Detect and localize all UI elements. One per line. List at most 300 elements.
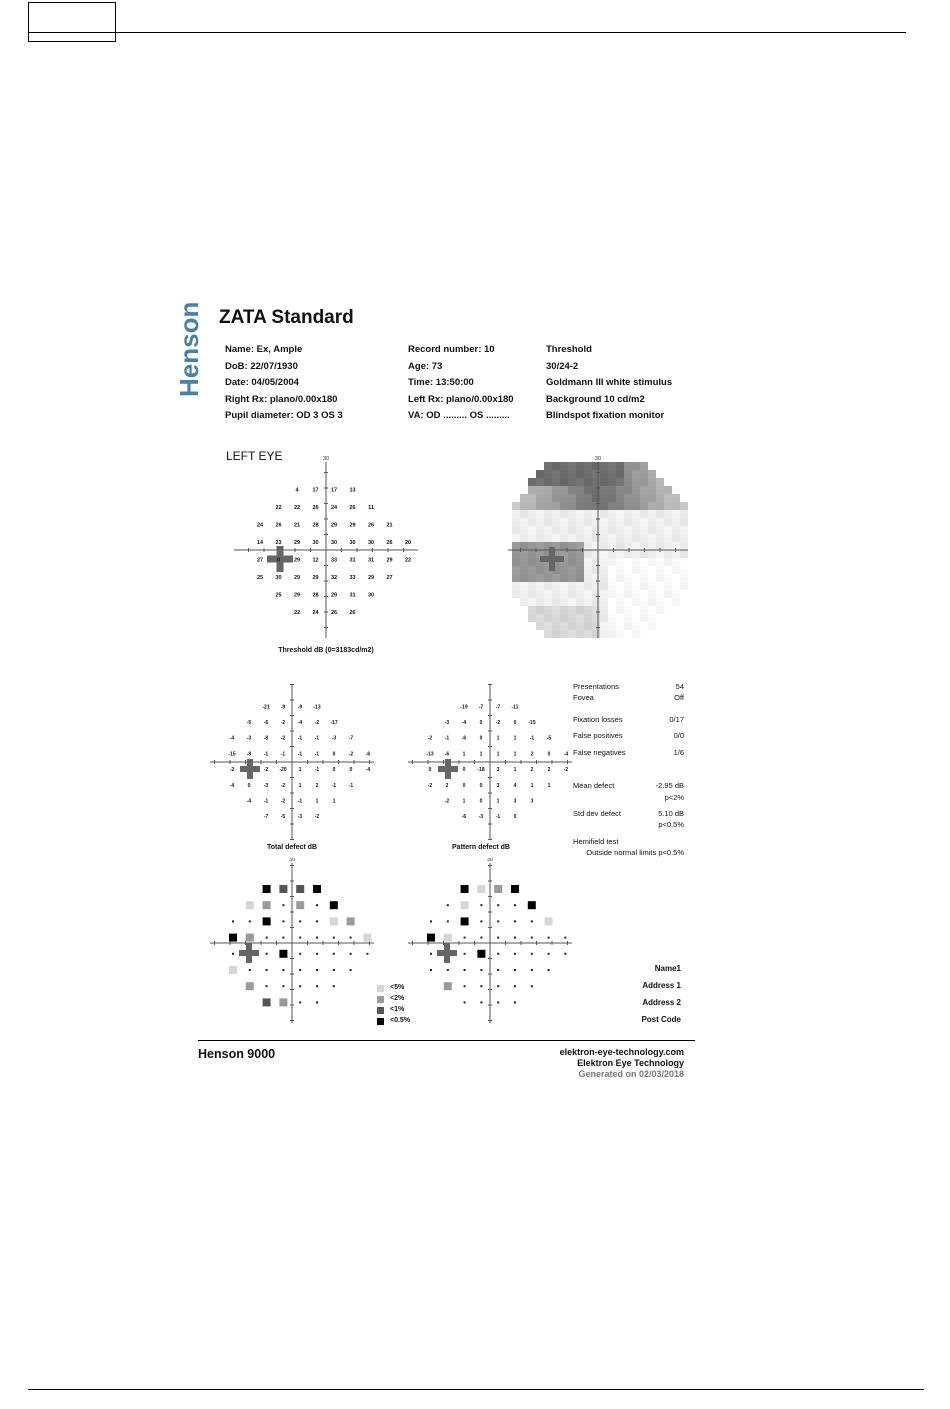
greyscale-cell xyxy=(600,614,608,622)
greyscale-cell xyxy=(576,590,584,598)
greyscale-cell xyxy=(528,486,536,494)
sensitivity-value: 29 xyxy=(330,522,338,529)
greyscale-cell xyxy=(536,598,544,606)
sensitivity-value: -2 xyxy=(263,767,269,774)
greyscale-cell xyxy=(656,478,664,486)
greyscale-cell xyxy=(592,550,600,558)
greyscale-cell xyxy=(568,494,576,502)
greyscale-cell xyxy=(664,494,672,502)
greyscale-cell xyxy=(568,550,576,558)
greyscale-cell xyxy=(624,582,632,590)
greyscale-cell xyxy=(584,526,592,534)
probability-dot xyxy=(497,937,499,939)
greyscale-cell xyxy=(664,486,672,494)
greyscale-cell xyxy=(624,502,632,510)
greyscale-cell xyxy=(640,558,648,566)
sensitivity-value: 1 xyxy=(547,782,551,789)
sensitivity-value: -4 xyxy=(365,767,371,774)
blindspot-marker xyxy=(240,766,260,772)
address-name: Name1 xyxy=(654,964,681,973)
sensitivity-value: 29 xyxy=(293,592,301,599)
greyscale-cell xyxy=(608,574,616,582)
greyscale-cell xyxy=(656,614,664,622)
greyscale-cell xyxy=(536,614,544,622)
sensitivity-value: -3 xyxy=(444,720,450,727)
greyscale-cell xyxy=(656,526,664,534)
pattern-defect-plot xyxy=(405,682,575,842)
greyscale-cell xyxy=(600,606,608,614)
greyscale-cell xyxy=(536,582,544,590)
greyscale-cell xyxy=(640,534,648,542)
sensitivity-value: -1 xyxy=(297,798,303,805)
probability-square xyxy=(263,917,271,925)
sensitivity-value: 2 xyxy=(315,782,319,789)
greyscale-cell xyxy=(664,606,672,614)
greyscale-cell xyxy=(520,558,528,566)
greyscale-cell xyxy=(608,582,616,590)
sensitivity-value: 30 xyxy=(275,574,282,581)
patient-info-cell: Name: Ex, Ample xyxy=(225,344,303,355)
greyscale-cell xyxy=(624,470,632,478)
sensitivity-value: -1 xyxy=(297,751,303,758)
greyscale-cell xyxy=(544,526,552,534)
sensitivity-value: 0 xyxy=(276,557,281,564)
greyscale-cell xyxy=(584,558,592,566)
probability-dot xyxy=(514,1001,516,1003)
probability-dot xyxy=(430,969,432,971)
sensitivity-value: -19 xyxy=(460,704,468,711)
greyscale-cell xyxy=(680,566,688,574)
probability-dot xyxy=(282,904,284,906)
greyscale-cell xyxy=(648,510,656,518)
sensitivity-value: 30 xyxy=(349,539,356,546)
mean-defect-label: Mean defect xyxy=(573,781,615,790)
greyscale-cell xyxy=(608,462,616,470)
mean-defect-value: -2.95 dB xyxy=(655,781,684,790)
greyscale-cell xyxy=(632,598,640,606)
greyscale-cell xyxy=(624,566,632,574)
sensitivity-value: -2 xyxy=(229,767,235,774)
greyscale-cell xyxy=(656,598,664,606)
probability-dot xyxy=(316,953,318,955)
greyscale-cell xyxy=(600,478,608,486)
greyscale-cell xyxy=(584,542,592,550)
sensitivity-value: 26 xyxy=(367,522,375,529)
greyscale-cell xyxy=(520,534,528,542)
greyscale-cell xyxy=(568,526,576,534)
sensitivity-value: 29 xyxy=(293,574,301,581)
false-negatives-label: False negatives xyxy=(573,748,626,757)
sensitivity-value: 32 xyxy=(330,574,338,581)
greyscale-cell xyxy=(648,518,656,526)
greyscale-cell xyxy=(616,470,624,478)
greyscale-cell xyxy=(584,534,592,542)
sensitivity-value: 30 xyxy=(330,539,338,546)
probability-square xyxy=(263,901,271,909)
greyscale-cell xyxy=(624,534,632,542)
probability-dot xyxy=(480,904,482,906)
greyscale-cell xyxy=(592,630,600,638)
greyscale-cell xyxy=(552,478,560,486)
greyscale-cell xyxy=(584,494,592,502)
greyscale-cell xyxy=(648,598,656,606)
greyscale-cell xyxy=(624,486,632,494)
sensitivity-value: -8 xyxy=(246,751,252,758)
sensitivity-value: -1 xyxy=(263,798,269,805)
greyscale-cell xyxy=(608,478,616,486)
sensitivity-value: -6 xyxy=(444,751,450,758)
probability-square xyxy=(461,917,469,925)
greyscale-cell xyxy=(656,518,664,526)
axis-label: 30 xyxy=(288,858,296,863)
sensitivity-value: -6 xyxy=(461,814,467,821)
greyscale-cell xyxy=(544,518,552,526)
greyscale-cell xyxy=(552,462,560,470)
greyscale-cell xyxy=(584,518,592,526)
probability-dot xyxy=(430,953,432,955)
probability-dot xyxy=(333,985,335,987)
probability-square xyxy=(263,998,271,1006)
greyscale-cell xyxy=(672,582,680,590)
sensitivity-value: 23 xyxy=(275,539,282,546)
greyscale-cell xyxy=(648,558,656,566)
greyscale-cell xyxy=(520,550,528,558)
greyscale-cell xyxy=(616,582,624,590)
greyscale-cell xyxy=(640,590,648,598)
greyscale-cell xyxy=(592,510,600,518)
website-link[interactable]: elektron-eye-technology.com xyxy=(559,1047,684,1057)
address-post-code: Post Code xyxy=(641,1015,681,1024)
sensitivity-value: 26 xyxy=(349,504,356,511)
greyscale-cell xyxy=(528,518,536,526)
greyscale-cell xyxy=(592,622,600,630)
greyscale-cell xyxy=(664,542,672,550)
probability-dot xyxy=(548,953,550,955)
greyscale-cell xyxy=(576,614,584,622)
greyscale-cell xyxy=(680,534,688,542)
greyscale-cell xyxy=(576,502,584,510)
greyscale-cell xyxy=(640,630,648,638)
greyscale-cell xyxy=(632,574,640,582)
sensitivity-value: 0 xyxy=(547,751,551,758)
greyscale-cell xyxy=(632,630,640,638)
probability-dot xyxy=(548,969,550,971)
header-box xyxy=(28,2,116,42)
probability-dot xyxy=(464,937,466,939)
probability-dot xyxy=(282,969,284,971)
greyscale-cell xyxy=(592,566,600,574)
greyscale-cell xyxy=(616,614,624,622)
axis-label: 30 xyxy=(594,456,602,462)
sensitivity-value: -2 xyxy=(427,782,433,789)
greyscale-cell xyxy=(600,518,608,526)
greyscale-cell xyxy=(608,622,616,630)
greyscale-cell xyxy=(544,478,552,486)
sensitivity-value: 0 xyxy=(479,720,483,727)
greyscale-cell xyxy=(584,470,592,478)
greyscale-cell xyxy=(568,510,576,518)
greyscale-cell xyxy=(648,526,656,534)
sensitivity-value: -2 xyxy=(444,798,450,805)
greyscale-cell xyxy=(680,518,688,526)
sensitivity-value: -1 xyxy=(495,814,501,821)
probability-square xyxy=(229,966,237,974)
greyscale-cell xyxy=(520,566,528,574)
greyscale-cell xyxy=(552,526,560,534)
sensitivity-value: 0 xyxy=(349,767,353,774)
sensitivity-value: -15 xyxy=(228,751,236,758)
greyscale-cell xyxy=(600,534,608,542)
sensitivity-value: 29 xyxy=(293,557,301,564)
greyscale-cell xyxy=(552,510,560,518)
greyscale-cell xyxy=(608,614,616,622)
greyscale-cell xyxy=(528,494,536,502)
greyscale-cell xyxy=(560,630,568,638)
greyscale-cell xyxy=(632,590,640,598)
greyscale-cell xyxy=(640,478,648,486)
greyscale-cell xyxy=(624,518,632,526)
sensitivity-value: 1 xyxy=(513,735,517,742)
greyscale-cell xyxy=(544,598,552,606)
sensitivity-value: 0 xyxy=(332,767,336,774)
probability-square xyxy=(461,885,469,893)
legend-label: <2% xyxy=(390,995,405,1002)
greyscale-cell xyxy=(536,606,544,614)
greyscale-cell xyxy=(592,542,600,550)
greyscale-cell xyxy=(680,526,688,534)
greyscale-cell xyxy=(640,510,648,518)
sensitivity-value: -1 xyxy=(263,751,269,758)
probability-dot xyxy=(299,969,301,971)
sensitivity-value: 29 xyxy=(386,557,393,564)
probability-dot xyxy=(480,985,482,987)
probability-dot xyxy=(316,985,318,987)
greyscale-cell xyxy=(560,462,568,470)
sensitivity-value: -9 xyxy=(280,704,286,711)
greyscale-cell xyxy=(608,510,616,518)
greyscale-cell xyxy=(616,590,624,598)
greyscale-cell xyxy=(616,558,624,566)
greyscale-cell xyxy=(592,558,600,566)
greyscale-cell xyxy=(576,582,584,590)
probability-dot xyxy=(497,1001,499,1003)
greyscale-cell xyxy=(520,574,528,582)
blindspot-marker xyxy=(239,950,259,956)
probability-square xyxy=(246,934,254,942)
probability-square xyxy=(461,901,469,909)
greyscale-cell xyxy=(680,590,688,598)
greyscale-cell xyxy=(568,574,576,582)
probability-dot xyxy=(316,937,318,939)
sensitivity-value: -3 xyxy=(478,814,484,821)
probability-dot xyxy=(514,985,516,987)
sensitivity-value: -18 xyxy=(477,767,485,774)
greyscale-cell xyxy=(624,478,632,486)
blindspot-marker xyxy=(438,766,458,772)
probability-dot xyxy=(464,985,466,987)
greyscale-cell xyxy=(528,614,536,622)
sensitivity-value: -4 xyxy=(229,782,235,789)
greyscale-cell xyxy=(536,502,544,510)
sensitivity-value: 1 xyxy=(513,751,517,758)
greyscale-cell xyxy=(656,582,664,590)
greyscale-cell xyxy=(616,550,624,558)
greyscale-cell xyxy=(640,494,648,502)
greyscale-cell xyxy=(536,574,544,582)
greyscale-cell xyxy=(616,630,624,638)
total-defect-plot xyxy=(207,682,377,842)
greyscale-cell xyxy=(624,590,632,598)
sensitivity-value: 0 xyxy=(513,720,517,727)
greyscale-cell xyxy=(624,550,632,558)
greyscale-cell xyxy=(560,566,568,574)
greyscale-cell xyxy=(520,598,528,606)
sensitivity-value: 2 xyxy=(445,782,449,789)
greyscale-cell xyxy=(552,590,560,598)
greyscale-cell xyxy=(528,526,536,534)
blindspot-marker xyxy=(437,950,457,956)
sensitivity-value: 1 xyxy=(479,751,483,758)
sensitivity-value: 1 xyxy=(496,735,500,742)
probability-dot xyxy=(514,920,516,922)
sensitivity-value: 25 xyxy=(275,592,282,599)
probability-square xyxy=(279,998,287,1006)
greyscale-cell xyxy=(600,630,608,638)
sensitivity-value: -2 xyxy=(314,814,320,821)
greyscale-cell xyxy=(520,542,528,550)
fixation-losses-label: Fixation losses xyxy=(573,715,623,724)
greyscale-cell xyxy=(568,518,576,526)
sensitivity-value: -2 xyxy=(314,720,320,727)
greyscale-cell xyxy=(632,526,640,534)
sensitivity-value: 17 xyxy=(312,487,319,494)
greyscale-cell xyxy=(664,510,672,518)
probability-dot xyxy=(480,920,482,922)
sensitivity-value: -15 xyxy=(528,720,536,727)
probability-square xyxy=(511,885,519,893)
greyscale-cell xyxy=(512,566,520,574)
probability-square xyxy=(296,885,304,893)
greyscale-cell xyxy=(528,566,536,574)
sensitivity-value: 26 xyxy=(312,504,319,511)
greyscale-cell xyxy=(568,486,576,494)
sensitivity-value: 1 xyxy=(332,798,336,805)
greyscale-cell xyxy=(536,494,544,502)
greyscale-cell xyxy=(576,494,584,502)
sensitivity-value: 20 xyxy=(404,539,412,546)
probability-square xyxy=(246,901,254,909)
greyscale-cell xyxy=(600,598,608,606)
greyscale-cell xyxy=(648,502,656,510)
greyscale-cell xyxy=(584,598,592,606)
greyscale-cell xyxy=(600,526,608,534)
sensitivity-value: -2 xyxy=(563,767,569,774)
patient-info-cell: Background 10 cd/m2 xyxy=(546,393,645,405)
greyscale-cell xyxy=(568,470,576,478)
sensitivity-value: -1 xyxy=(314,735,320,742)
address-line-1: Address 1 xyxy=(642,981,681,990)
greyscale-cell xyxy=(544,462,552,470)
greyscale-cell xyxy=(680,510,688,518)
greyscale-cell xyxy=(568,622,576,630)
greyscale-cell xyxy=(624,574,632,582)
threshold-plot xyxy=(226,455,426,645)
probability-dot xyxy=(497,920,499,922)
greyscale-cell xyxy=(512,526,520,534)
greyscale-cell xyxy=(528,590,536,598)
greyscale-cell xyxy=(584,462,592,470)
sensitivity-value: 4 xyxy=(513,782,517,789)
greyscale-plot xyxy=(505,455,695,641)
probability-dot xyxy=(333,953,335,955)
greyscale-cell xyxy=(632,534,640,542)
sensitivity-value: -13 xyxy=(313,704,321,711)
greyscale-cell xyxy=(576,558,584,566)
false-negatives-value: 1/6 xyxy=(673,748,684,757)
greyscale-cell xyxy=(584,606,592,614)
eye-label: LEFT EYE xyxy=(226,449,283,463)
greyscale-cell xyxy=(584,502,592,510)
probability-square xyxy=(246,982,254,990)
footer-page-rule xyxy=(28,1389,924,1390)
greyscale-cell xyxy=(544,606,552,614)
sensitivity-value: -9 xyxy=(297,704,303,711)
sensitivity-value: 29 xyxy=(367,574,375,581)
probability-square xyxy=(444,982,452,990)
greyscale-cell xyxy=(600,566,608,574)
greyscale-cell xyxy=(608,502,616,510)
greyscale-cell xyxy=(616,566,624,574)
greyscale-cell xyxy=(608,598,616,606)
greyscale-cell xyxy=(664,574,672,582)
probability-dot xyxy=(282,920,284,922)
sensitivity-value: -6 xyxy=(461,735,467,742)
sensitivity-value: 25 xyxy=(256,574,264,581)
sensitivity-value: 22 xyxy=(275,504,282,511)
sensitivity-value: 11 xyxy=(368,504,374,511)
total-defect-caption: Total defect dB xyxy=(266,844,318,851)
greyscale-cell xyxy=(560,470,568,478)
greyscale-cell xyxy=(632,558,640,566)
sensitivity-value: 30 xyxy=(367,592,375,599)
greyscale-cell xyxy=(544,494,552,502)
greyscale-cell xyxy=(592,470,600,478)
greyscale-cell xyxy=(632,550,640,558)
greyscale-cell xyxy=(584,590,592,598)
greyscale-cell xyxy=(624,462,632,470)
greyscale-cell xyxy=(608,558,616,566)
greyscale-cell xyxy=(536,470,544,478)
greyscale-cell xyxy=(632,502,640,510)
probability-dot xyxy=(564,937,566,939)
greyscale-cell xyxy=(576,486,584,494)
greyscale-cell xyxy=(560,502,568,510)
greyscale-cell xyxy=(624,526,632,534)
greyscale-cell xyxy=(520,518,528,526)
greyscale-cell xyxy=(640,486,648,494)
patient-info-cell: Pupil diameter: OD 3 OS 3 xyxy=(225,410,343,422)
greyscale-cell xyxy=(656,494,664,502)
probability-dot xyxy=(366,953,368,955)
greyscale-cell xyxy=(512,582,520,590)
greyscale-cell xyxy=(648,550,656,558)
greyscale-cell xyxy=(616,526,624,534)
greyscale-cell xyxy=(536,590,544,598)
greyscale-cell xyxy=(648,614,656,622)
legend-swatch xyxy=(377,985,384,992)
greyscale-cell xyxy=(560,614,568,622)
sensitivity-value: -5 xyxy=(246,720,252,727)
